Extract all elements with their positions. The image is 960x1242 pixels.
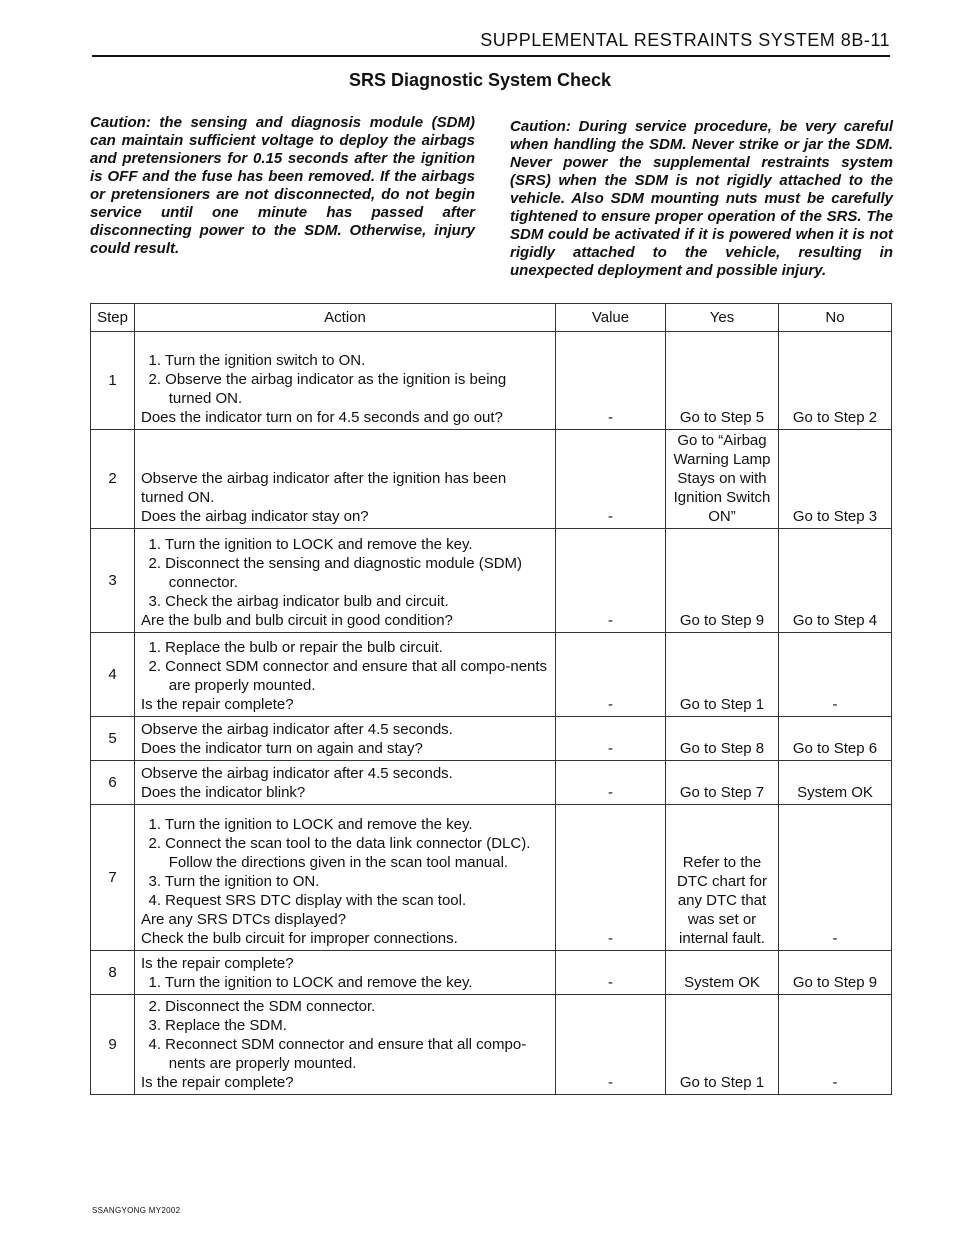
action-line: 2. Connect SDM connector and ensure that all compo-nents are properly mounted.: [148, 658, 548, 694]
action-line: 1. Turn the ignition to LOCK and remove the key.: [148, 816, 473, 833]
col-header-yes: Yes: [666, 304, 779, 332]
action-line: 1. Turn the ignition to LOCK and remove the key.: [148, 974, 473, 991]
action-line: Is the repair complete?: [141, 696, 294, 713]
action-line: 2. Observe the airbag indicator as the ignition is being turned ON.: [148, 371, 507, 407]
step-value: -: [556, 529, 666, 633]
action-line: Does the airbag indicator stay on?: [141, 508, 369, 525]
col-header-value: Value: [556, 304, 666, 332]
step-value: -: [556, 332, 666, 430]
step-action: [135, 332, 556, 430]
step-value: -: [556, 633, 666, 717]
table-row: [91, 761, 892, 805]
step-yes: Go to Step 1: [666, 995, 779, 1095]
table-body: [91, 332, 892, 1095]
step-number: 9: [91, 995, 135, 1095]
step-value: -: [556, 995, 666, 1095]
step-no: System OK: [779, 761, 892, 805]
table-row: [91, 995, 892, 1095]
step-action: [135, 951, 556, 995]
step-action: [135, 633, 556, 717]
step-yes: Go to Step 8: [666, 717, 779, 761]
col-header-no: No: [779, 304, 892, 332]
action-line: Does the indicator turn on for 4.5 seconds and go out?: [141, 409, 503, 426]
action-line: Does the indicator turn on again and stay?: [141, 740, 423, 757]
table-row: [91, 430, 892, 529]
page-title: SRS Diagnostic System Check: [348, 70, 612, 90]
step-yes: Go to Step 7: [666, 761, 779, 805]
step-yes: Refer to the DTC chart for any DTC that was set or internal fault.: [666, 805, 779, 951]
step-yes: Go to Step 9: [666, 529, 779, 633]
diagnostic-table: [90, 303, 892, 1095]
action-line: Observe the airbag indicator after 4.5 seconds.: [141, 721, 453, 738]
step-number: 7: [91, 805, 135, 951]
step-number: 8: [91, 951, 135, 995]
action-line: Is the repair complete?: [141, 1074, 294, 1091]
action-line: Are the bulb and bulb circuit in good condition?: [141, 612, 453, 629]
step-action: [135, 805, 556, 951]
table-header-row: [91, 304, 892, 332]
step-value: -: [556, 951, 666, 995]
step-number: 4: [91, 633, 135, 717]
action-line: Is the repair complete?: [141, 955, 294, 972]
step-value: -: [556, 717, 666, 761]
step-no: Go to Step 6: [779, 717, 892, 761]
step-action: [135, 430, 556, 529]
action-line: 1. Turn the ignition switch to ON.: [148, 352, 366, 369]
table-row: [91, 805, 892, 951]
action-line: 3. Check the airbag indicator bulb and circuit.: [148, 593, 449, 610]
table-row: [91, 951, 892, 995]
step-no: -: [779, 633, 892, 717]
step-no: -: [779, 805, 892, 951]
step-yes: Go to Step 5: [666, 332, 779, 430]
step-yes: Go to Step 1: [666, 633, 779, 717]
step-yes: Go to “Airbag Warning Lamp Stays on with Ignition Switch ON”: [666, 430, 779, 529]
table-row: [91, 717, 892, 761]
action-line: 3. Replace the SDM.: [148, 1017, 287, 1034]
caution-right: Caution: During service procedure, be very careful when handling the SDM. Never strike or jar the SDM. Never power the supplemental restraints system (SRS) when the SDM is not rigidly attached to the vehicle. Also SDM mounting nuts must be carefully tightened to ensure proper operation of the SRS. The SDM could be activated if it is powered when it is not rigidly attached to the vehicle, resulting in unexpected deployment and possible injury.: [510, 118, 893, 279]
action-line: 4. Request SRS DTC display with the scan tool.: [148, 892, 467, 909]
step-no: Go to Step 2: [779, 332, 892, 430]
step-number: 2: [91, 430, 135, 529]
step-no: -: [779, 995, 892, 1095]
step-no: Go to Step 4: [779, 529, 892, 633]
table-row: [91, 633, 892, 717]
action-line: 1. Turn the ignition to LOCK and remove the key.: [148, 536, 473, 553]
step-value: -: [556, 761, 666, 805]
step-number: 5: [91, 717, 135, 761]
step-number: 3: [91, 529, 135, 633]
action-line: Check the bulb circuit for improper connections.: [141, 930, 458, 947]
step-value: -: [556, 430, 666, 529]
step-action: [135, 995, 556, 1095]
step-action: [135, 761, 556, 805]
step-yes: System OK: [666, 951, 779, 995]
action-line: Are any SRS DTCs displayed?: [141, 911, 347, 928]
action-line: 3. Turn the ignition to ON.: [148, 873, 320, 890]
step-no: Go to Step 3: [779, 430, 892, 529]
step-number: 1: [91, 332, 135, 430]
footer-left: SSANGYONG MY2002: [92, 1206, 181, 1215]
action-line: 4. Reconnect SDM connector and ensure that all compo-nents are properly mounted.: [148, 1036, 527, 1072]
caution-left: Caution: the sensing and diagnosis module (SDM) can maintain sufficient voltage to deploy the airbags and pretensioners for 0.15 seconds after the ignition is OFF and the fuse has been removed. If the airbags or pretensioners are not disconnected, do not begin service until one minute has passed after disconnecting power to the SDM. Otherwise, injury could result.: [90, 114, 475, 257]
action-line: Observe the airbag indicator after the ignition has been turned ON.: [141, 470, 507, 506]
action-line: Observe the airbag indicator after 4.5 seconds.: [141, 765, 453, 782]
table-row: [91, 529, 892, 633]
step-value: -: [556, 805, 666, 951]
action-line: 2. Connect the scan tool to the data link connector (DLC). Follow the directions given in the scan tool manual.: [148, 835, 531, 871]
step-number: 6: [91, 761, 135, 805]
step-action: [135, 717, 556, 761]
action-line: Does the indicator blink?: [141, 784, 306, 801]
running-header: SUPPLEMENTAL RESTRAINTS SYSTEM 8B-11: [480, 30, 890, 50]
step-no: Go to Step 9: [779, 951, 892, 995]
col-header-action: Action: [135, 304, 556, 332]
step-action: [135, 529, 556, 633]
col-header-step: Step: [91, 304, 135, 332]
table-row: [91, 332, 892, 430]
action-line: 2. Disconnect the sensing and diagnostic module (SDM) connector.: [148, 555, 523, 591]
action-line: 2. Disconnect the SDM connector.: [148, 998, 376, 1015]
action-line: 1. Replace the bulb or repair the bulb circuit.: [148, 639, 443, 656]
header-rule: [92, 55, 890, 57]
